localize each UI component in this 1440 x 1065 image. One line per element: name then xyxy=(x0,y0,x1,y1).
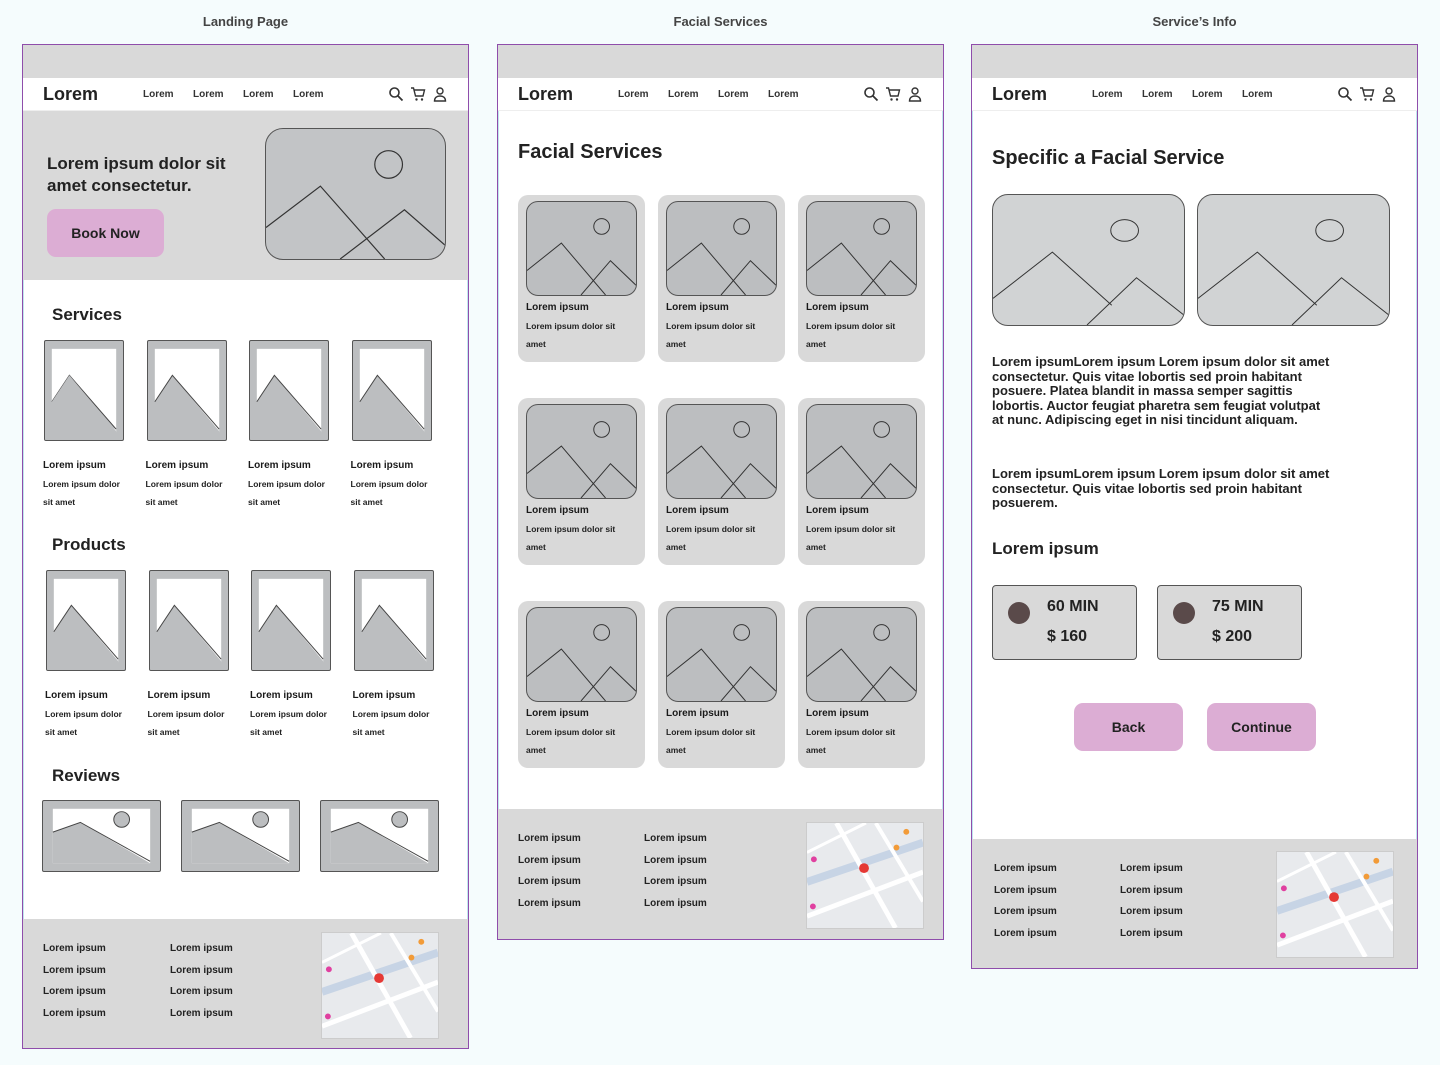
service-card[interactable] xyxy=(518,601,645,768)
options-subheading: Lorem ipsum xyxy=(992,539,1099,558)
product-item[interactable] xyxy=(45,570,148,741)
product-desc: Lorem ipsum dolor sit amet xyxy=(45,709,122,737)
card-name: Lorem ipsum xyxy=(806,708,869,719)
footer-link[interactable]: Lorem ipsum xyxy=(1120,863,1183,874)
product-item[interactable] xyxy=(353,570,456,741)
image-placeholder-icon xyxy=(46,570,126,671)
frame-title-facial: Facial Services xyxy=(673,14,768,29)
landing-page-frame xyxy=(22,44,469,1049)
footer-link[interactable]: Lorem ipsum xyxy=(518,833,581,844)
logo[interactable]: Lorem xyxy=(518,83,574,104)
option-price: $ 200 xyxy=(1212,628,1253,645)
footer-link[interactable]: Lorem ipsum xyxy=(644,833,707,844)
map-pin-icon xyxy=(374,973,384,983)
service-item[interactable] xyxy=(146,340,249,511)
image-placeholder-icon xyxy=(806,607,917,702)
image-placeholder-icon xyxy=(1198,195,1389,325)
product-name: Lorem ipsum xyxy=(45,690,108,701)
service-card[interactable] xyxy=(798,601,925,768)
search-icon[interactable] xyxy=(388,86,404,102)
footer-link[interactable]: Lorem ipsum xyxy=(994,927,1057,939)
footer-link[interactable]: Lorem ipsum xyxy=(170,964,233,976)
footer-link[interactable]: Lorem ipsum xyxy=(43,964,106,976)
service-card[interactable] xyxy=(518,195,645,362)
product-item[interactable] xyxy=(148,570,251,741)
card-desc: Lorem ipsum dolor sit amet xyxy=(806,727,896,755)
footer-link[interactable]: Lorem ipsum xyxy=(644,854,707,866)
page-title: Specific a Facial Service xyxy=(992,147,1225,169)
review-image[interactable] xyxy=(320,800,439,872)
reviews-title: Reviews xyxy=(52,766,121,785)
nav-link-4[interactable]: Lorem xyxy=(768,88,799,100)
image-placeholder-icon xyxy=(352,340,432,441)
nav-link-4[interactable]: Lorem xyxy=(1242,88,1273,100)
nav-link-1[interactable]: Lorem xyxy=(618,88,649,100)
logo[interactable]: Lorem xyxy=(992,83,1048,104)
service-card[interactable] xyxy=(658,601,785,768)
image-placeholder-icon xyxy=(666,404,777,499)
page-title: Facial Services xyxy=(518,141,663,163)
option-duration: 60 MIN xyxy=(1047,598,1099,615)
nav-link-1[interactable]: Lorem xyxy=(1092,88,1123,100)
image-placeholder-icon xyxy=(666,201,777,296)
nav-link-2[interactable]: Lorem xyxy=(668,88,699,100)
logo[interactable]: Lorem xyxy=(43,83,99,104)
card-name: Lorem ipsum xyxy=(526,708,589,719)
footer xyxy=(972,839,1417,969)
card-name: Lorem ipsum xyxy=(806,505,869,516)
service-card[interactable] xyxy=(658,398,785,565)
service-desc: Lorem ipsum dolor sit amet xyxy=(43,479,120,507)
nav-link-4[interactable]: Lorem xyxy=(293,88,324,100)
map-thumbnail[interactable] xyxy=(806,822,924,929)
radio-icon[interactable] xyxy=(1173,602,1195,624)
book-now-button[interactable]: Book Now xyxy=(47,209,164,257)
services-title: Services xyxy=(52,305,122,324)
image-placeholder-icon xyxy=(149,570,229,671)
option-duration: 75 MIN xyxy=(1212,598,1264,615)
user-icon[interactable] xyxy=(907,86,923,102)
product-name: Lorem ipsum xyxy=(147,690,211,701)
image-placeholder-icon xyxy=(526,607,637,702)
footer-link[interactable]: Lorem ipsum xyxy=(170,943,233,954)
service-image-1 xyxy=(992,194,1185,326)
image-placeholder-icon xyxy=(526,404,637,499)
back-button[interactable]: Back xyxy=(1074,703,1183,751)
image-placeholder-icon xyxy=(993,195,1184,325)
service-card[interactable] xyxy=(658,195,785,362)
card-name: Lorem ipsum xyxy=(806,302,869,313)
image-placeholder-icon xyxy=(249,340,329,441)
frame-title-info: Service’s Info xyxy=(1152,14,1237,29)
nav-bar xyxy=(23,78,468,111)
service-image-2 xyxy=(1197,194,1390,326)
browser-strip xyxy=(972,45,1417,78)
footer-link[interactable]: Lorem ipsum xyxy=(994,863,1057,874)
search-icon[interactable] xyxy=(1337,86,1353,102)
image-placeholder-icon xyxy=(147,340,227,441)
facial-services-frame xyxy=(497,44,944,940)
map-thumbnail[interactable] xyxy=(321,932,439,1039)
card-desc: Lorem ipsum dolor sit amet xyxy=(526,321,616,349)
image-placeholder-icon xyxy=(44,340,124,441)
footer xyxy=(498,809,943,940)
product-name: Lorem ipsum xyxy=(352,690,416,701)
duration-option-75[interactable] xyxy=(1157,585,1302,660)
service-name: Lorem ipsum xyxy=(145,460,209,471)
footer-link[interactable]: Lorem ipsum xyxy=(43,1007,106,1019)
service-description-1: Lorem ipsumLorem ipsum Lorem ipsum dolor sit amet consectetur. Quis vitae lobortis sed proin habitant posuere. Platea blandit in massa semper sagittis lobortis. Auctor feugiat pharetra sem feugiat volutpat at nunc. Adipiscing eget in nisi tincidunt aliquam. xyxy=(992,354,1330,427)
footer-link[interactable]: Lorem ipsum xyxy=(1120,927,1183,939)
card-name: Lorem ipsum xyxy=(666,505,729,516)
footer-link[interactable]: Lorem ipsum xyxy=(170,986,233,997)
service-name: Lorem ipsum xyxy=(350,460,414,471)
products-title: Products xyxy=(52,535,126,554)
service-card[interactable] xyxy=(798,398,925,565)
nav-bar xyxy=(972,78,1417,111)
user-icon[interactable] xyxy=(432,86,448,102)
card-desc: Lorem ipsum dolor sit amet xyxy=(666,727,756,755)
product-name: Lorem ipsum xyxy=(250,690,313,701)
image-placeholder-icon xyxy=(806,404,917,499)
image-placeholder-icon xyxy=(526,201,637,296)
footer-link[interactable]: Lorem ipsum xyxy=(994,906,1057,917)
image-placeholder-icon xyxy=(666,607,777,702)
nav-link-3[interactable]: Lorem xyxy=(718,88,749,100)
product-item[interactable] xyxy=(250,570,353,741)
card-name: Lorem ipsum xyxy=(526,505,589,516)
nav-link-3[interactable]: Lorem xyxy=(1192,88,1223,100)
hero-section xyxy=(23,111,468,280)
service-item[interactable] xyxy=(248,340,351,511)
radio-icon[interactable] xyxy=(1008,602,1030,624)
service-desc: Lorem ipsum dolor sit amet xyxy=(145,479,223,507)
card-desc: Lorem ipsum dolor sit amet xyxy=(806,321,896,349)
card-name: Lorem ipsum xyxy=(526,302,589,313)
map-thumbnail[interactable] xyxy=(1276,851,1394,958)
footer-link[interactable]: Lorem ipsum xyxy=(518,876,581,887)
footer-link[interactable]: Lorem ipsum xyxy=(518,897,581,909)
card-desc: Lorem ipsum dolor sit amet xyxy=(666,321,756,349)
review-image[interactable] xyxy=(181,800,300,872)
card-desc: Lorem ipsum dolor sit amet xyxy=(526,727,616,755)
image-placeholder-icon xyxy=(266,129,445,259)
hero-image xyxy=(265,128,446,260)
nav-link-2[interactable]: Lorem xyxy=(193,88,224,100)
continue-button[interactable]: Continue xyxy=(1207,703,1316,751)
search-icon[interactable] xyxy=(863,86,879,102)
image-placeholder-icon xyxy=(251,570,331,671)
card-desc: Lorem ipsum dolor sit amet xyxy=(806,524,896,552)
footer-link[interactable]: Lorem ipsum xyxy=(644,897,707,909)
hero-heading: Lorem ipsum dolor sit amet consectetur. xyxy=(47,154,226,195)
user-icon[interactable] xyxy=(1381,86,1397,102)
browser-strip xyxy=(23,45,468,78)
service-card[interactable] xyxy=(798,195,925,362)
footer-link[interactable]: Lorem ipsum xyxy=(43,943,106,954)
services-grid xyxy=(43,340,453,511)
cart-icon[interactable] xyxy=(410,86,426,102)
service-name: Lorem ipsum xyxy=(43,460,106,471)
map-pin-icon xyxy=(1329,892,1339,902)
nav-link-2[interactable]: Lorem xyxy=(1142,88,1173,100)
service-desc: Lorem ipsum dolor sit amet xyxy=(248,479,325,507)
footer-link[interactable]: Lorem ipsum xyxy=(994,884,1057,896)
service-item[interactable] xyxy=(351,340,454,511)
cart-icon[interactable] xyxy=(1359,86,1375,102)
card-desc: Lorem ipsum dolor sit amet xyxy=(666,524,756,552)
footer-link[interactable]: Lorem ipsum xyxy=(1120,906,1183,917)
browser-strip xyxy=(498,45,943,78)
image-placeholder-icon xyxy=(354,570,434,671)
cart-icon[interactable] xyxy=(885,86,901,102)
footer-link[interactable]: Lorem ipsum xyxy=(518,854,581,866)
reviews-row xyxy=(42,800,439,872)
map-pin-icon xyxy=(859,863,869,873)
service-description-2: Lorem ipsumLorem ipsum Lorem ipsum dolor sit amet consectetur. Quis vitae lobortis sed proin habitant posuerem. xyxy=(992,466,1330,510)
products-grid xyxy=(45,570,455,741)
service-name: Lorem ipsum xyxy=(248,460,311,471)
review-image[interactable] xyxy=(42,800,161,872)
option-price: $ 160 xyxy=(1047,628,1088,645)
footer-link[interactable]: Lorem ipsum xyxy=(43,986,106,997)
duration-option-60[interactable] xyxy=(992,585,1137,660)
service-item[interactable] xyxy=(43,340,146,511)
product-desc: Lorem ipsum dolor sit amet xyxy=(352,709,430,737)
footer-link[interactable]: Lorem ipsum xyxy=(1120,884,1183,896)
nav-link-3[interactable]: Lorem xyxy=(243,88,274,100)
nav-bar xyxy=(498,78,943,111)
frame-title-landing: Landing Page xyxy=(202,14,289,29)
footer xyxy=(23,919,468,1049)
card-name: Lorem ipsum xyxy=(666,708,729,719)
service-info-frame xyxy=(971,44,1418,969)
card-desc: Lorem ipsum dolor sit amet xyxy=(526,524,616,552)
footer-link[interactable]: Lorem ipsum xyxy=(170,1007,233,1019)
nav-link-1[interactable]: Lorem xyxy=(143,88,174,100)
image-placeholder-icon xyxy=(806,201,917,296)
facial-services-grid xyxy=(518,195,925,768)
product-desc: Lorem ipsum dolor sit amet xyxy=(250,709,327,737)
product-desc: Lorem ipsum dolor sit amet xyxy=(147,709,225,737)
service-card[interactable] xyxy=(518,398,645,565)
service-desc: Lorem ipsum dolor sit amet xyxy=(350,479,428,507)
card-name: Lorem ipsum xyxy=(666,302,729,313)
footer-link[interactable]: Lorem ipsum xyxy=(644,876,707,887)
